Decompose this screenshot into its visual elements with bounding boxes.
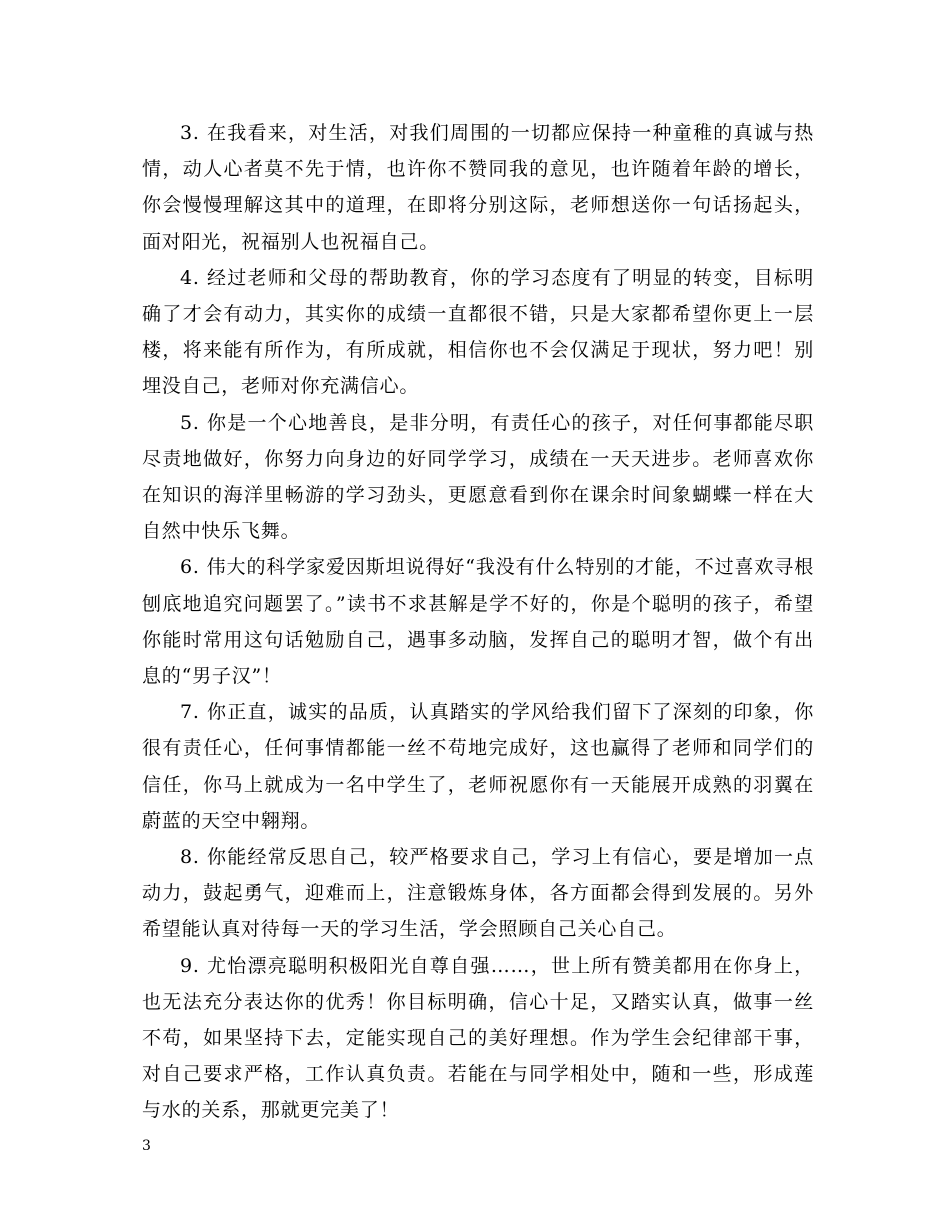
paragraph-7: 7. 你正直，诚实的品质，认真踏实的学风给我们留下了深刻的印象，你很有责任心，任何事情都能一丝不苟地完成好，这也赢得了老师和同学们的信任，你马上就成为一名中学生了，老师祝愿你有一天能展开成熟的羽翼在蔚蓝的天空中翱翔。 (142, 701, 814, 832)
paragraph-5: 5. 你是一个心地善良，是非分明，有责任心的孩子，对任何事都能尽职尽责地做好，你努力向身边的好同学学习，成绩在一天天进步。老师喜欢你在知识的海洋里畅游的学习劲头，更愿意看到你在课余时间象蝴蝶一样在大自然中快乐飞舞。 (142, 411, 814, 543)
paragraph-9: 9. 尤怡漂亮聪明积极阳光自尊自强……，世上所有赞美都用在你身上，也无法充分表达你的优秀！你目标明确，信心十足，又踏实认真，做事一丝不苟，如果坚持下去，定能实现自己的美好理想。作为学生会纪律部干事，对自己要求严格，工作认真负责。若能在与同学相处中，随和一些，形成莲与水的关系，那就更完美了！ (142, 954, 814, 1122)
paragraph-4: 4. 经过老师和父母的帮助教育，你的学习态度有了明显的转变，目标明确了才会有动力，其实你的成绩一直都很不错，只是大家都希望你更上一层楼，将来能有所作为，有所成就，相信你也不会仅满足于现状，努力吧！别埋没自己，老师对你充满信心。 (142, 266, 814, 398)
document-body (142, 115, 814, 1129)
paragraph-8: 8. 你能经常反思自己，较严格要求自己，学习上有信心，要是增加一点动力，鼓起勇气，迎难而上，注意锻炼身体，各方面都会得到发展的。另外希望能认真对待每一天的学习生活，学会照顾自己关心自己。 (142, 846, 814, 941)
paragraph-3: 3. 在我看来，对生活，对我们周围的一切都应保持一种童稚的真诚与热情，动人心者莫不先于情，也许你不赞同我的意见，也许随着年龄的增长，你会慢慢理解这其中的道理，在即将分别这际，老师想送你一句话扬起头，面对阳光，祝福别人也祝福自己。 (142, 122, 814, 253)
page-number: 3 (142, 1138, 151, 1154)
paragraph-6: 6. 伟大的科学家爱因斯坦说得好“我没有什么特别的才能，不过喜欢寻根刨底地追究问题罢了。”读书不求甚解是学不好的，你是个聪明的孩子，希望你能时常用这句话勉励自己，遇事多动脑，发挥自己的聪明才智，做个有出息的“男子汉”！ (142, 556, 814, 688)
